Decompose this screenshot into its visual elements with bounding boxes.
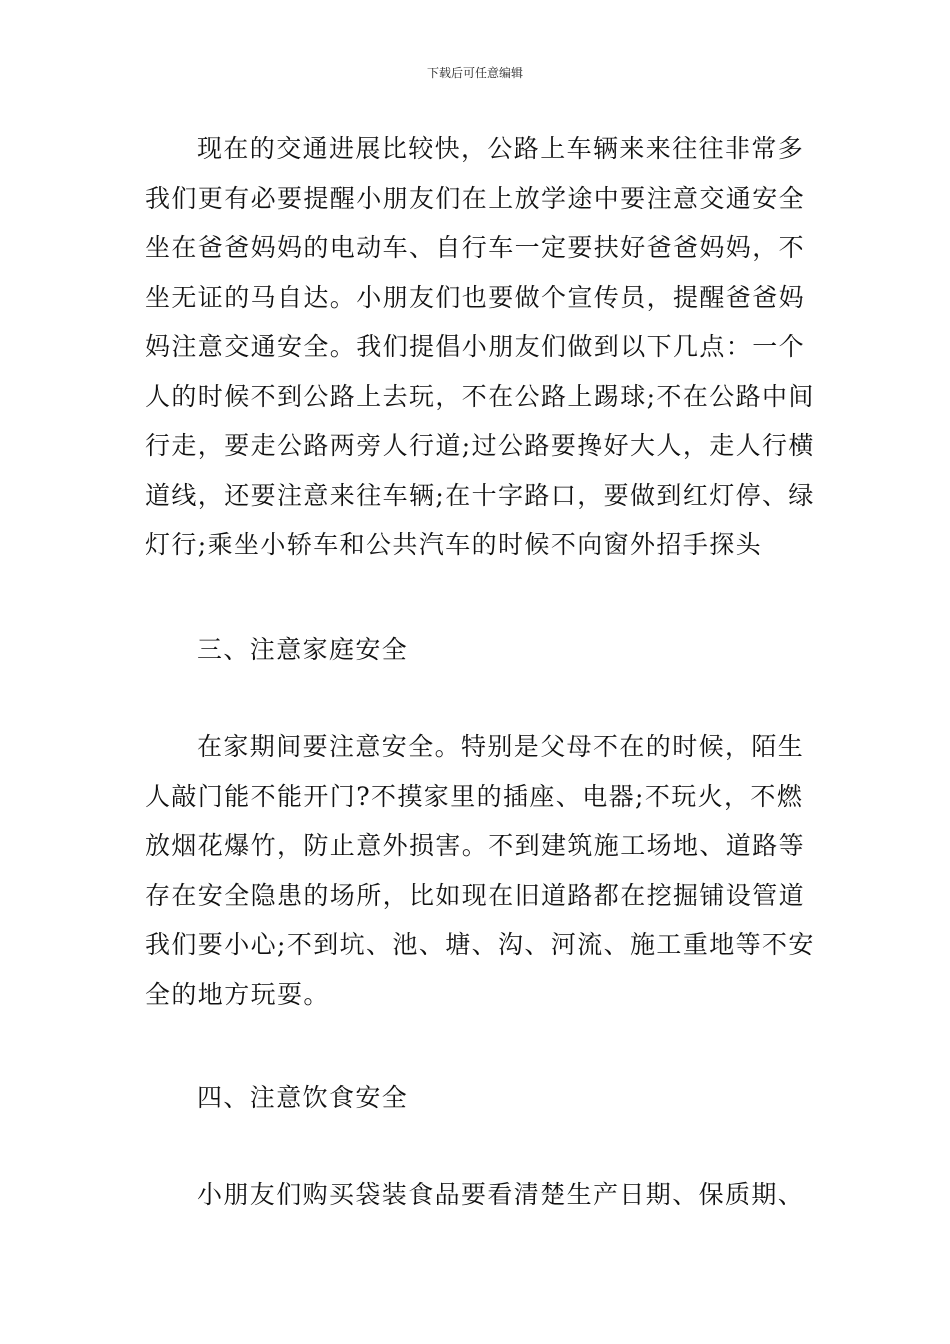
paragraph-line: 全的地方玩耍。 (145, 979, 330, 1009)
paragraph-line: 行走，要走公路两旁人行道;过公路要搀好大人，走人行横 (145, 431, 815, 460)
section-heading-food-safety: 四、注意饮食安全 (197, 1083, 409, 1112)
paragraph-line: 妈注意交通安全。我们提倡小朋友们做到以下几点：一个 (145, 332, 806, 361)
header-note: 下载后可任意编辑 (426, 66, 523, 80)
paragraph-line: 灯行;乘坐小轿车和公共汽车的时候不向窗外招手探头 (145, 530, 763, 559)
paragraph-home-safety (145, 722, 815, 1019)
paragraph-line: 坐在爸爸妈妈的电动车、自行车一定要扶好爸爸妈妈，不 (145, 233, 806, 262)
paragraph-line: 存在安全隐患的场所，比如现在旧道路都在挖掘铺设管道 (145, 880, 806, 910)
paragraph-food-safety (145, 1170, 807, 1220)
paragraph-line: 坐无证的马自达。小朋友们也要做个宣传员，提醒爸爸妈 (145, 282, 806, 312)
paragraph-line: 人的时候不到公路上去玩，不在公路上踢球;不在公路中间 (145, 381, 815, 411)
paragraph-line: 放烟花爆竹，防止意外损害。不到建筑施工场地、道路等 (145, 831, 806, 860)
paragraph-line: 现在的交通进展比较快，公路上车辆来来往往非常多 (197, 134, 805, 163)
paragraph-traffic-safety (145, 124, 815, 570)
paragraph-line: 道线，还要注意来往车辆;在十字路口，要做到红灯停、绿 (145, 480, 815, 510)
section-heading-home-safety: 三、注意家庭安全 (197, 635, 409, 664)
paragraph-line: 我们更有必要提醒小朋友们在上放学途中要注意交通安全 (145, 183, 806, 213)
paragraph-line: 人敲门能不能开门?不摸家里的插座、电器;不玩火，不燃 (145, 781, 804, 811)
paragraph-line: 我们要小心;不到坑、池、塘、沟、河流、施工重地等不安 (145, 930, 815, 959)
paragraph-line: 在家期间要注意安全。特别是父母不在的时候，陌生 (197, 732, 805, 761)
paragraph-line: 小朋友们购买袋装食品要看清楚生产日期、保质期、 (197, 1180, 805, 1209)
